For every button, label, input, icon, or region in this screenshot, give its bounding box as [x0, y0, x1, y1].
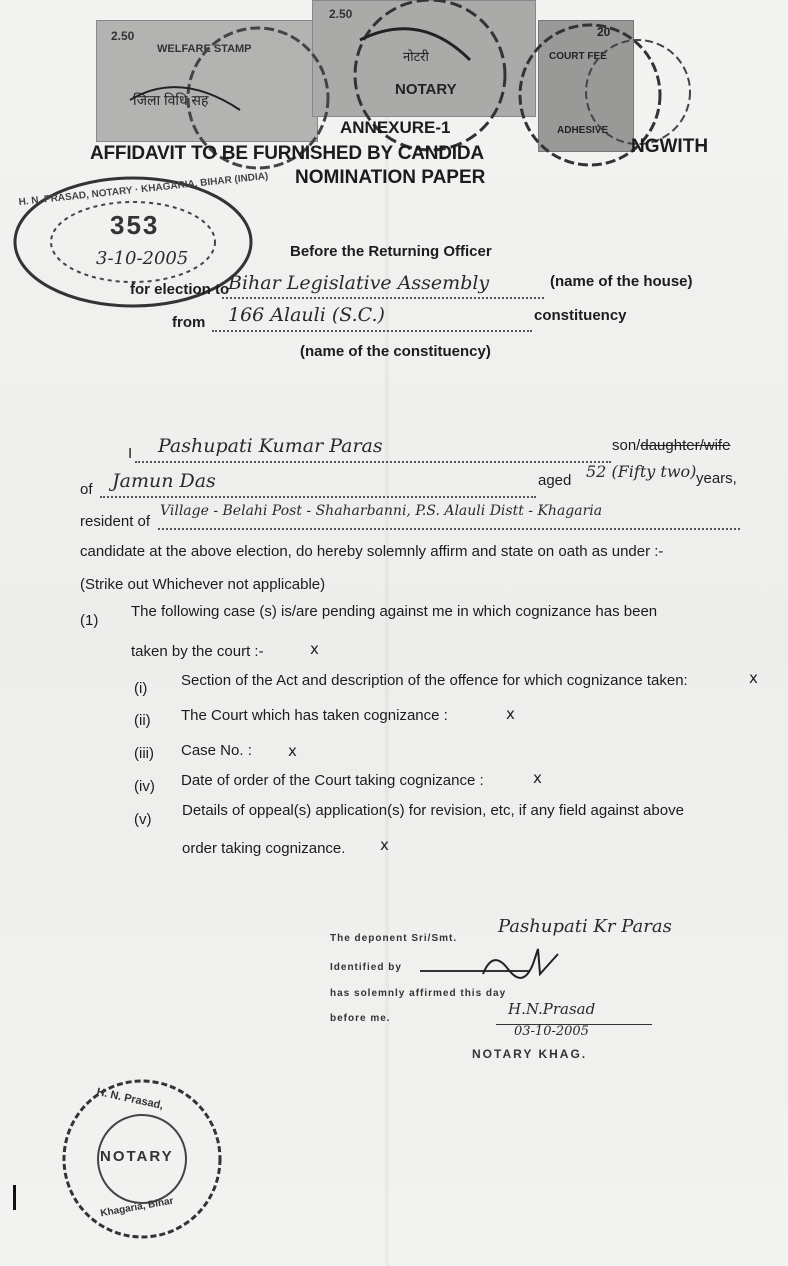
subitem-iii-text: Case No. :: [181, 742, 252, 759]
constituency-dots: [212, 330, 532, 332]
constituency-note: (name of the constituency): [300, 343, 491, 360]
subitem-iv-number: (iv): [134, 778, 155, 795]
son-daughter-wife: [612, 437, 730, 454]
years-label: years,: [696, 470, 737, 487]
identified-line: Identified by: [330, 962, 402, 973]
strike-note: (Strike out Whichever not applicable): [80, 576, 326, 593]
subitem-v-text2: order taking cognizance.: [182, 840, 346, 857]
subitem-iii-mark: x: [288, 742, 297, 760]
son-label: son/: [612, 437, 641, 454]
house-value[interactable]: Bihar Legislative Assembly: [228, 272, 490, 294]
stamp-label: COURT FEE: [549, 51, 607, 62]
item1-line2: taken by the court :-: [131, 643, 264, 660]
subitem-i-text: Section of the Act and description of the offence for which cognizance taken:: [181, 672, 688, 689]
house-dots: [222, 297, 544, 299]
seal-bottom-center: NOTARY: [100, 1148, 174, 1165]
seal-date: 3-10-2005: [96, 248, 189, 269]
subitem-ii-number: (ii): [134, 712, 151, 729]
constituency-suffix: constituency: [534, 307, 627, 324]
father-value[interactable]: Jamun Das: [112, 470, 216, 492]
item1-line1: The following case (s) is/are pending against me in which cognizance has been: [131, 603, 658, 620]
name-dots: [135, 461, 611, 463]
stamp-value: 2.50: [329, 7, 353, 21]
deponent-line: The deponent Sri/Smt.: [330, 933, 458, 944]
name-value[interactable]: Pashupati Kumar Paras: [158, 435, 383, 457]
age-value[interactable]: 52 (Fifty two): [586, 462, 697, 481]
stamp-label: NOTARY: [395, 81, 457, 98]
from-label: from: [172, 314, 206, 331]
seal-ring-text: H. N. PRASAD, NOTARY · KHAGARIA, BIHAR (INDIA): [18, 170, 269, 209]
item1-mark: x: [310, 640, 319, 658]
subitem-iv-mark: x: [533, 769, 542, 787]
notary-signature: H.N.Prasad: [508, 1000, 596, 1018]
candidate-statement: candidate at the above election, do hereby solemnly affirm and state on oath as under :-: [80, 543, 664, 560]
stamp-hindi: जिला विधि सह: [133, 92, 209, 108]
item1-number: (1): [80, 612, 99, 629]
seal-bottom-ring-top: H. N. Prasad,: [95, 1086, 165, 1112]
address-value[interactable]: Village - Belahi Post - Shaharbanni, P.S. Alauli Distt - Khagaria: [160, 503, 603, 519]
subitem-i-mark: x: [749, 669, 758, 687]
stamp-hindi: नोटरी: [403, 49, 429, 64]
subitem-v-mark: x: [380, 836, 389, 854]
subitem-v-number: (v): [134, 811, 152, 828]
notary-place: NOTARY KHAG.: [472, 1047, 588, 1061]
seal-number: 353: [110, 210, 160, 240]
notary-date: 03-10-2005: [514, 1024, 589, 1039]
of-label: of: [80, 481, 93, 498]
seal-bottom-ring-bottom: Khagaria, Bihar: [99, 1195, 175, 1220]
daughter-wife-struck: daughter/wife: [640, 437, 731, 454]
stamp-value: 20: [597, 25, 611, 39]
father-dots: [100, 496, 536, 498]
subitem-ii-text: The Court which has taken cognizance :: [181, 707, 448, 724]
before-returning-officer: Before the Returning Officer: [290, 243, 492, 260]
address-dots: [158, 528, 740, 530]
subitem-ii-mark: x: [506, 705, 515, 723]
identifier-scribble: [478, 944, 568, 984]
subitem-v-text: Details of oppeal(s) application(s) for revision, etc, if any field against above: [182, 802, 684, 819]
title-line1-left: AFFIDAVIT TO BE FURNISHED BY CANDIDA: [90, 143, 484, 164]
stamp-extra: ADHESIVE: [557, 125, 609, 136]
annexure-label: ANNEXURE-1: [340, 118, 451, 137]
deponent-signature[interactable]: Pashupati Kr Paras: [498, 916, 672, 937]
before-me-line: before me.: [330, 1013, 391, 1024]
house-suffix: (name of the house): [550, 273, 693, 290]
subitem-i-number: (i): [134, 680, 148, 697]
aged-label: aged: [538, 472, 572, 489]
title-line1-right: NGWITH: [631, 136, 709, 157]
i-label: I: [128, 445, 133, 462]
constituency-value[interactable]: 166 Alauli (S.C.): [228, 304, 385, 326]
subitem-iii-number: (iii): [134, 745, 154, 762]
margin-mark: [13, 1185, 16, 1210]
election-label: for election to: [130, 281, 230, 298]
affirmed-line: has solemnly affirmed this day: [330, 988, 507, 999]
title-line2: NOMINATION PAPER: [295, 167, 486, 188]
stamp-label: WELFARE STAMP: [157, 43, 252, 55]
resident-label: resident of: [80, 513, 151, 530]
stamp-value: 2.50: [111, 29, 135, 43]
subitem-iv-text: Date of order of the Court taking cognizance :: [181, 772, 484, 789]
